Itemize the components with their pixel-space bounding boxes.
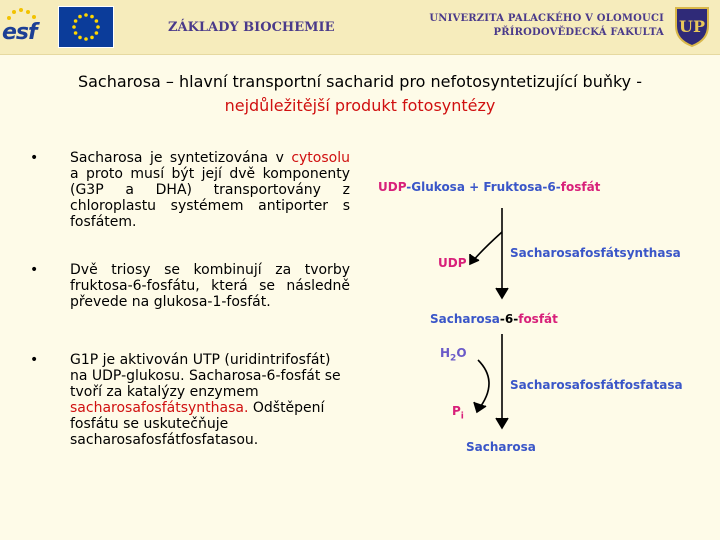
released-udp: UDP xyxy=(438,256,467,270)
substrate-udp: UDP xyxy=(378,180,407,194)
title-description: – hlavní transportní sacharid pro nefotosyntetizující buňky - xyxy=(160,72,643,91)
product-fosfat: fosfát xyxy=(518,312,558,326)
phosphate-arrow-head xyxy=(474,402,486,412)
enzyme-sacharosafosfatsynthasa: Sacharosafosfátsynthasa xyxy=(510,246,681,260)
water-h: H xyxy=(440,346,451,360)
udp-release-curve xyxy=(472,232,502,262)
arrow-head-2 xyxy=(496,418,508,428)
title-sacharosa: Sacharosa xyxy=(77,72,161,91)
bullet-dot: • xyxy=(30,262,39,278)
bullet-1-part-b: a proto musí být její dvě komponenty (G3P a DHA) transportovány z chloroplastu systémem antiporter s fosfátem. xyxy=(70,166,350,230)
bullet-dot: • xyxy=(30,352,39,368)
phosphate-pi xyxy=(452,404,464,421)
water-phosphate-curve xyxy=(478,360,489,410)
phosphate-subscript: i xyxy=(460,411,464,422)
product-6: -6- xyxy=(499,312,519,326)
product-sacharosa: Sacharosa xyxy=(430,312,500,326)
course-title: ZÁKLADY BIOCHEMIE xyxy=(168,20,335,35)
substrate-fosfat: fosfát xyxy=(560,180,601,194)
water-subscript: 2 xyxy=(450,353,457,364)
final-product-sacharosa: Sacharosa xyxy=(466,440,536,454)
university-line-1: UNIVERZITA PALACKÉHO V OLOMOUCI xyxy=(429,13,664,24)
bullet-3-part-b: Odštěpení fosfátu se uskutečňuje sacharosafosfátfosfatasou. xyxy=(70,400,325,448)
phosphate-p: P xyxy=(452,404,461,418)
arrow-head-1 xyxy=(496,288,508,298)
esf-logo-text: esf xyxy=(2,20,37,45)
bullet-1-highlight: cytosolu xyxy=(291,150,350,166)
svg-text:UP: UP xyxy=(679,17,705,36)
sacharosa-6-fosfat xyxy=(430,312,558,326)
bullet-dot: • xyxy=(30,150,39,166)
water-h2o xyxy=(440,346,467,363)
bullet-2-text: Dvě triosy se kombinují za tvorby fruktosa-6-fosfátu, která se následně převede na glukosa-1-fosfát. xyxy=(70,262,350,310)
water-o: O xyxy=(456,346,467,360)
university-line-2: PŘÍRODOVĚDECKÁ FAKULTA xyxy=(493,27,664,38)
reaction-substrates xyxy=(378,180,600,194)
bullet-1-part-a: Sacharosa je syntetizována v xyxy=(70,150,292,166)
substrate-glukosa-fruktosa: -Glukosa + Fruktosa-6- xyxy=(406,180,561,194)
enzyme-sacharosafosfatfosfatasa: Sacharosafosfátfosfatasa xyxy=(510,378,683,392)
bullet-3-part-a: G1P je aktivován UTP (uridintrifosfát) na UDP-glukosu. Sacharosa-6-fosfát se tvoří za katalýzy enzymem xyxy=(70,352,341,400)
title-highlight: nejdůležitější produkt fotosyntézy xyxy=(224,96,496,115)
bullet-3-highlight: sacharosafosfátsynthasa. xyxy=(70,400,249,416)
